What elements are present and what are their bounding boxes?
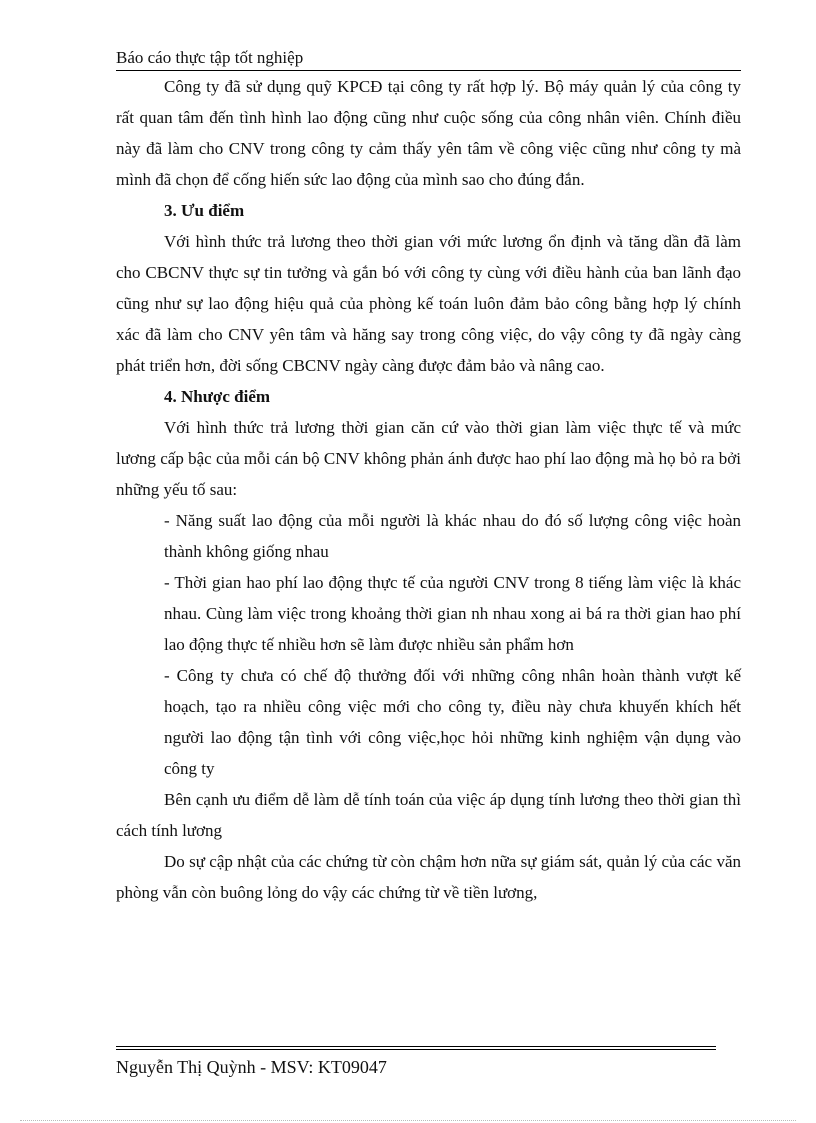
footer-rule-bottom — [116, 1049, 716, 1050]
paragraph-cap-nhat: Do sự cập nhật của các chứng từ còn chậm hơn nữa sự giám sát, quản lý của các văn phòng vẫn còn buông lỏng do vậy các chứng từ về tiền lương, — [116, 852, 741, 902]
paragraph-uu-diem: Với hình thức trả lương theo thời gian với mức lương ổn định và tăng dần đã làm cho CBCNV thực sự tin tưởng và gắn bó với công ty cùng với điều hành của ban lãnh đạo cũng như sự lao động hiệu quả của phòng kế toán luôn đảm bảo công bằng hợp lý chính xác đã làm cho CNV yên tâm và hăng say trong công việc, do vậy công ty đã ngày càng phát triển hơn, đời sống CBCNV ngày càng được đảm bảo và nâng cao. — [116, 232, 741, 375]
heading-uu-diem: 3. Ưu điểm — [164, 201, 245, 220]
paragraph-kpcd: Công ty đã sử dụng quỹ KPCĐ tại công ty rất hợp lý. Bộ máy quản lý của công ty rất quan tâm đến tình hình lao động cũng như cuộc sống của công nhân viên. Chính điều này đã làm cho CNV trong công ty cảm thấy yên tâm về công việc cũng như công ty mà mình đã chọn để cống hiến sức lao động của mình sao cho đúng đắn. — [116, 77, 741, 189]
paragraph-ben-canh: Bên cạnh ưu điểm dễ làm dễ tính toán của việc áp dụng tính lương theo thời gian thì cách tính lương — [116, 790, 741, 840]
document-body — [116, 71, 741, 908]
running-footer: Nguyễn Thị Quỳnh - MSV: KT09047 — [116, 1057, 387, 1077]
bullet-thoi-gian: - Thời gian hao phí lao động thực tế của người CNV trong 8 tiếng làm việc là khác nhau. Cùng làm việc trong khoảng thời gian nh nhau xong ai bá ra thời gian hao phí lao động thực tế nhiều hơn sẽ làm được nhiều sản phẩm hơn — [164, 573, 741, 654]
bullet-che-do-thuong: - Công ty chưa có chế độ thưởng đối với những công nhân hoàn thành vượt kế hoạch, tạo ra nhiều công việc mới cho công ty, điều này chưa khuyến khích hết người lao động tận tình với công việc,học hỏi những kinh nghiệm vận dụng vào công ty — [164, 666, 741, 778]
paragraph-nhuoc-diem: Với hình thức trả lương thời gian căn cứ vào thời gian làm việc thực tế và mức lương cấp bậc của mỗi cán bộ CNV không phản ánh được hao phí lao động mà họ bỏ ra bởi những yếu tố sau: — [116, 418, 741, 499]
footer-rule-top — [116, 1046, 716, 1047]
heading-nhuoc-diem: 4. Nhược điểm — [164, 387, 271, 406]
running-header: Báo cáo thực tập tốt nghiệp — [116, 48, 304, 67]
page-edge — [20, 1120, 796, 1121]
bullet-nang-suat: - Năng suất lao động của mỗi người là khác nhau do đó số lượng công việc hoàn thành không giống nhau — [164, 511, 741, 561]
